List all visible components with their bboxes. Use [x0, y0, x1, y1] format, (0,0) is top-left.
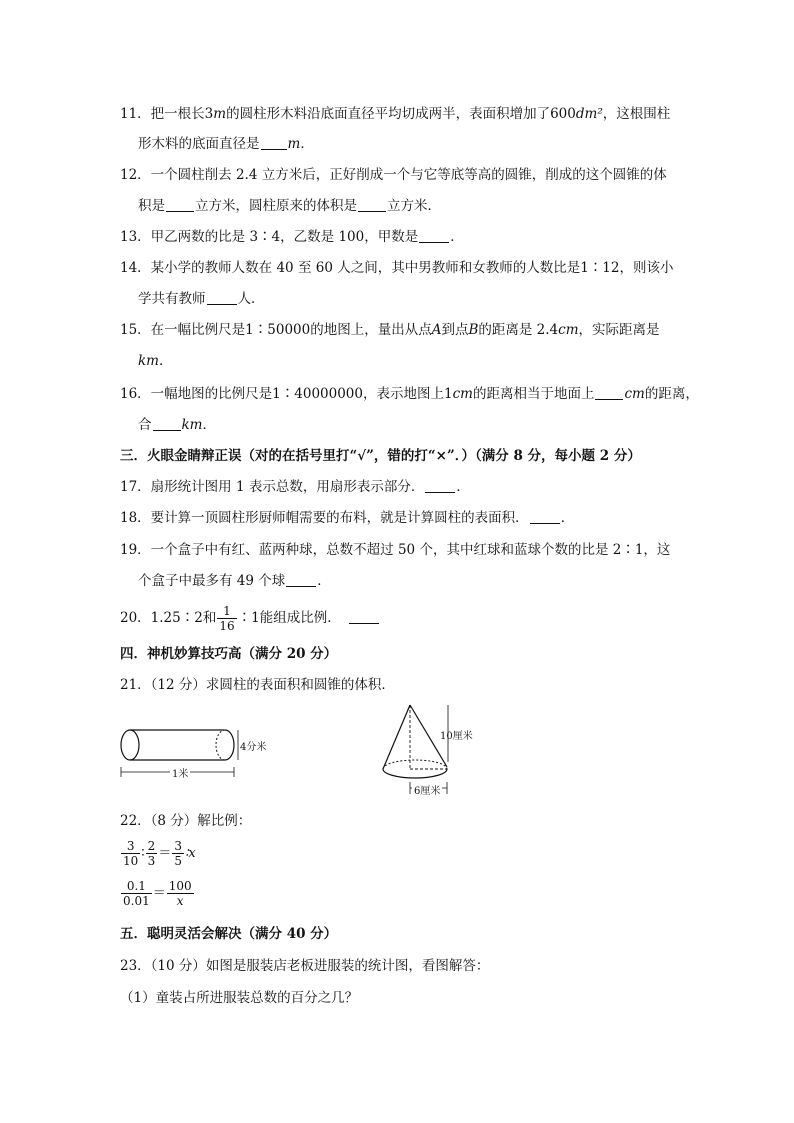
q12-line1: 12．一个圆柱削去 2.4 立方米后，正好削成一个与它等底等高的圆锥，削成的这个圆锥的体	[120, 167, 667, 183]
q19-line1: 19．一个盒子中有红、蓝两种球，总数不超过 50 个，其中红球和蓝球个数的比是 2∶1，这	[120, 542, 671, 558]
q16-line1: 16．一幅地图的比例尺是1∶40000000，表示地图上1cm的距离相当于地面上 cm的距离，	[120, 386, 699, 402]
fraction-1-16: $\frac{1}{16}$	[219, 604, 235, 633]
equation-2: $\frac{0.1}{0.01}$ ＝ $\frac{100}{x}$	[123, 879, 192, 908]
answer-blank[interactable]	[207, 290, 237, 305]
q12-line2: 积是 立方米，圆柱原来的体积是 立方米．	[138, 198, 441, 214]
cone-height-label: 10厘米	[440, 731, 473, 742]
q14-line2: 学共有教师 人．	[138, 291, 265, 307]
answer-blank[interactable]	[595, 385, 623, 400]
answer-blank[interactable]	[286, 572, 316, 587]
q11-line1: 11．把一根长3m的圆柱形木料沿底面直径平均切成两半，表面积增加了600dm²，这根围柱	[120, 106, 671, 122]
answer-blank[interactable]	[419, 228, 449, 243]
answer-blank[interactable]	[153, 416, 181, 431]
answer-blank[interactable]	[349, 609, 379, 624]
q15-line1: 15．在一幅比例尺是1∶50000的地图上，量出从点A到点B的距离是 2.4cm，实际距离是	[120, 322, 660, 338]
q18-line: 18．要计算一顶圆柱形厨师帽需要的布料，就是计算圆柱的表面积． ．	[120, 510, 575, 526]
q20-line: 20．1.25∶2和 $\frac{1}{16}$ ∶1能组成比例．	[120, 603, 380, 633]
q21-line: 21．（12 分）求圆柱的表面积和圆锥的体积．	[120, 677, 395, 693]
cylinder-length-label: 1米	[170, 765, 190, 780]
q14-line1: 14．某小学的教师人数在 40 至 60 人之间，其中男教师和女教师的人数比是1∶12，则该小	[120, 260, 674, 276]
cone-diameter-label: 6厘米	[412, 782, 442, 797]
answer-blank[interactable]	[261, 135, 287, 150]
q17-line: 17．扇形统计图用 1 表示总数，用扇形表示部分． ．	[120, 479, 470, 495]
answer-blank[interactable]	[166, 197, 194, 212]
answer-blank[interactable]	[425, 478, 455, 493]
q16-line2: 合 km．	[138, 417, 216, 433]
section-5-heading: 五．聪明灵活会解决（满分 40 分）	[120, 926, 338, 942]
equation-1: $\frac{3}{10}$ ∶ $\frac{2}{3}$ ＝ $\frac{3}{5}$ ∶x	[123, 839, 196, 868]
q22-line: 22．（8 分）解比例：	[120, 813, 252, 829]
q13-line: 13．甲乙两数的比是 3∶4，乙数是 100，甲数是 ．	[120, 229, 464, 245]
cylinder-diameter-label: 4分米	[240, 742, 267, 753]
q15-line2: km．	[138, 353, 173, 369]
q11-line2: 形木料的底面直径是 m．	[138, 136, 314, 152]
section-4-heading: 四．神机妙算技巧高（满分 20 分）	[120, 646, 338, 662]
q23-line: 23．（10 分）如图是服装店老板进服装的统计图，看图解答：	[120, 958, 490, 974]
answer-blank[interactable]	[358, 197, 386, 212]
q23-sub1-line: （1）童装占所进服装总数的百分之几？	[120, 990, 359, 1006]
section-3-heading: 三．火眼金睛辩正误（对的在括号里打“√”，错的打“×”．）（满分 8 分，每小题 2 分）	[120, 448, 641, 464]
answer-blank[interactable]	[530, 509, 560, 524]
q19-line2: 个盒子中最多有 49 个球 ．	[138, 573, 331, 589]
